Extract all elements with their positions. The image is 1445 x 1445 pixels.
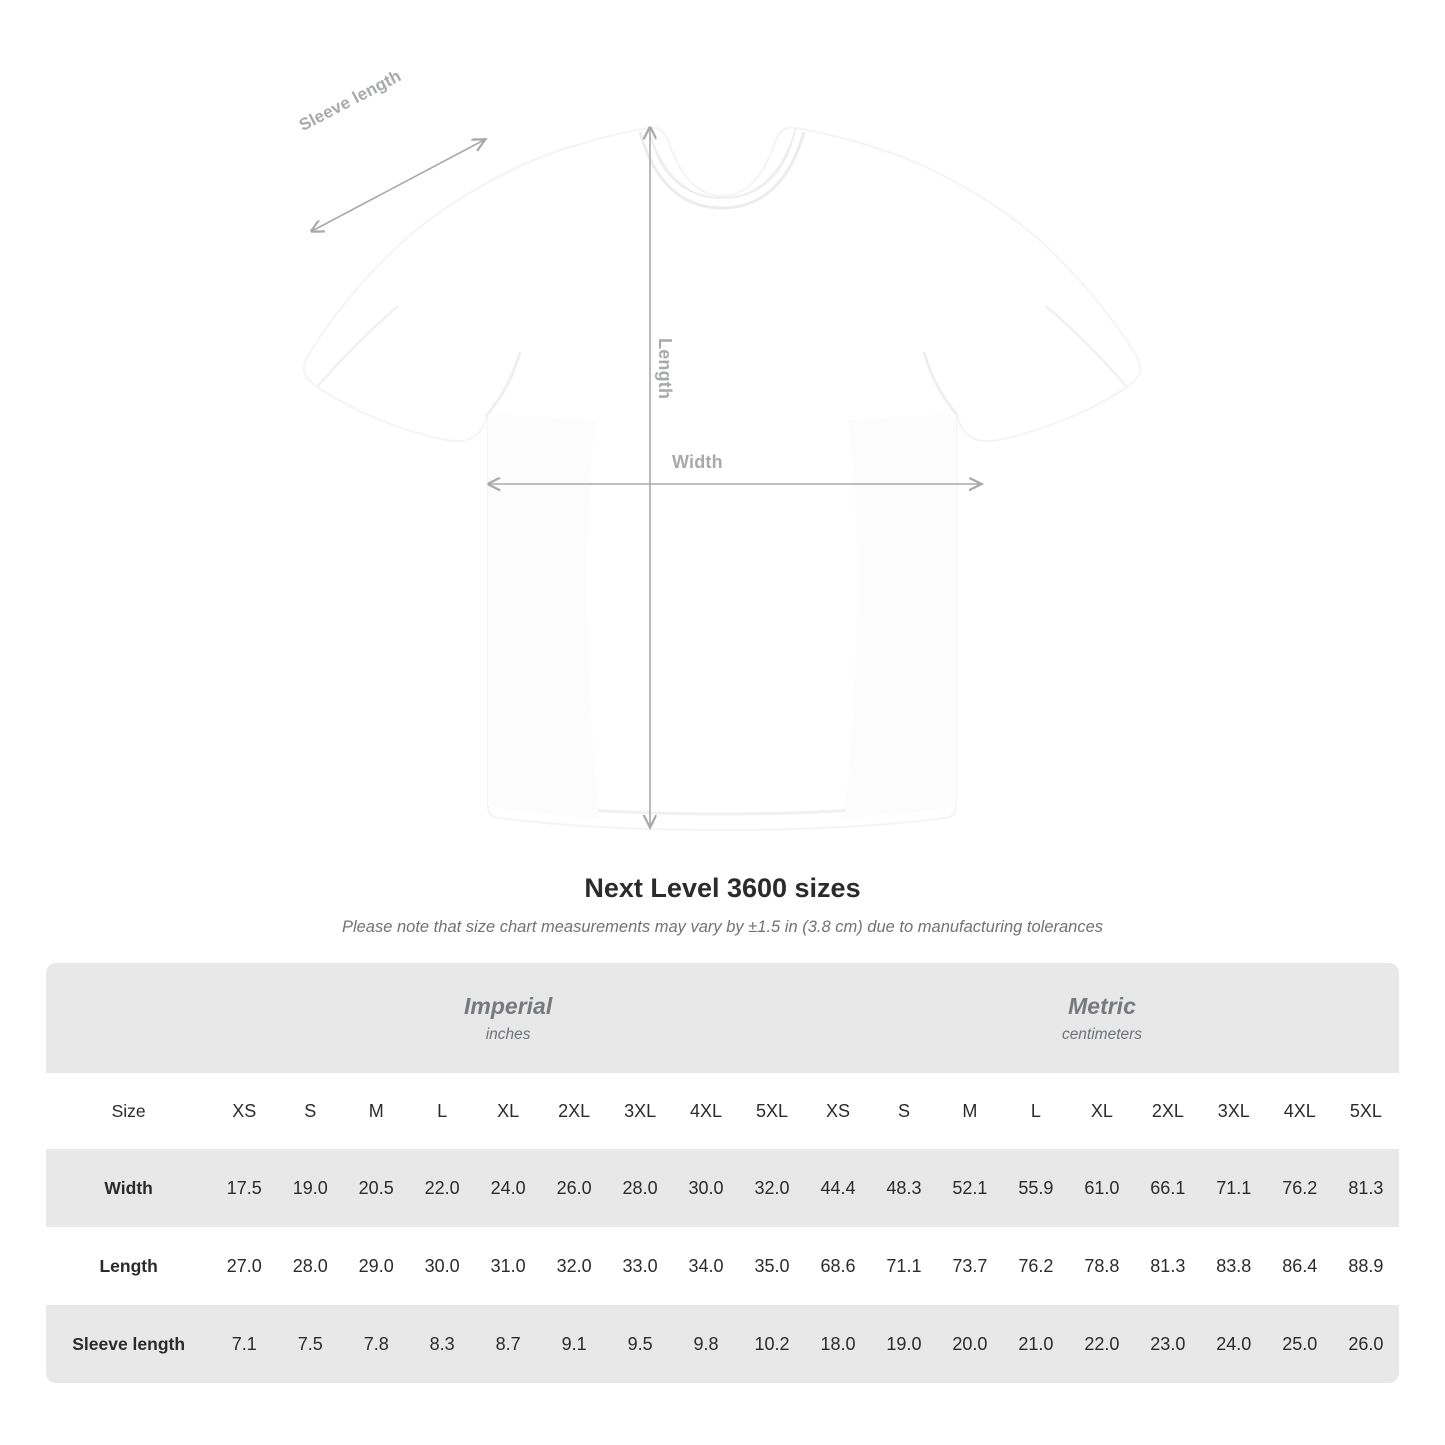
table-row: [46, 1149, 1399, 1227]
tolerance-note: Please note that size chart measurements may vary by ±1.5 in (3.8 cm) due to manufacturing tolerances: [341, 918, 1104, 936]
system-unit-metric: centimeters: [1061, 1026, 1143, 1044]
system-header-spacer: [46, 963, 211, 1073]
cell-width-imperial: 17.5: [211, 1149, 277, 1227]
size-col-header: S: [277, 1073, 343, 1149]
cell-width-imperial: 24.0: [475, 1149, 541, 1227]
cell-sleeve-imperial: 9.8: [673, 1305, 739, 1383]
cell-width-metric: 55.9: [1003, 1149, 1069, 1227]
system-name-metric: Metric: [1068, 992, 1136, 1019]
cell-length-imperial: 30.0: [409, 1227, 475, 1305]
row-header-length: Length: [46, 1227, 211, 1305]
size-col-header: S: [871, 1073, 937, 1149]
size-col-header: XS: [805, 1073, 871, 1149]
cell-length-metric: 68.6: [805, 1227, 871, 1305]
cell-length-metric: 86.4: [1267, 1227, 1333, 1305]
cell-sleeve-metric: 18.0: [805, 1305, 871, 1383]
cell-sleeve-imperial: 9.1: [541, 1305, 607, 1383]
cell-width-metric: 81.3: [1333, 1149, 1399, 1227]
chart-heading-block: [0, 873, 1445, 937]
cell-sleeve-imperial: 7.1: [211, 1305, 277, 1383]
size-col-header: 4XL: [673, 1073, 739, 1149]
size-col-header: L: [409, 1073, 475, 1149]
system-unit-imperial: inches: [485, 1026, 531, 1044]
cell-length-imperial: 28.0: [277, 1227, 343, 1305]
width-label: Width: [672, 452, 723, 472]
cell-length-metric: 81.3: [1135, 1227, 1201, 1305]
cell-length-imperial: 34.0: [673, 1227, 739, 1305]
cell-sleeve-metric: 26.0: [1333, 1305, 1399, 1383]
system-header-imperial: [211, 963, 805, 1073]
cell-width-metric: 71.1: [1201, 1149, 1267, 1227]
table-row: [46, 1305, 1399, 1383]
cell-length-metric: 88.9: [1333, 1227, 1399, 1305]
cell-sleeve-imperial: 10.2: [739, 1305, 805, 1383]
row-header-size: Size: [46, 1073, 211, 1149]
size-col-header: 2XL: [1135, 1073, 1201, 1149]
cell-length-imperial: 35.0: [739, 1227, 805, 1305]
cell-length-imperial: 32.0: [541, 1227, 607, 1305]
cell-width-imperial: 30.0: [673, 1149, 739, 1227]
system-header-metric: [805, 963, 1399, 1073]
cell-length-imperial: 33.0: [607, 1227, 673, 1305]
length-label: Length: [655, 338, 675, 400]
cell-length-metric: 83.8: [1201, 1227, 1267, 1305]
cell-sleeve-imperial: 8.7: [475, 1305, 541, 1383]
cell-sleeve-metric: 21.0: [1003, 1305, 1069, 1383]
page-title: Next Level 3600 sizes: [584, 873, 861, 903]
size-col-header: 5XL: [739, 1073, 805, 1149]
cell-length-imperial: 27.0: [211, 1227, 277, 1305]
cell-sleeve-metric: 20.0: [937, 1305, 1003, 1383]
table-row: [46, 1227, 1399, 1305]
cell-width-imperial: 32.0: [739, 1149, 805, 1227]
size-col-header: 4XL: [1267, 1073, 1333, 1149]
size-col-header: 3XL: [1201, 1073, 1267, 1149]
size-col-header: XS: [211, 1073, 277, 1149]
cell-width-metric: 52.1: [937, 1149, 1003, 1227]
cell-width-metric: 76.2: [1267, 1149, 1333, 1227]
cell-sleeve-imperial: 7.5: [277, 1305, 343, 1383]
cell-width-imperial: 28.0: [607, 1149, 673, 1227]
row-header-sleeve-length: Sleeve length: [46, 1305, 211, 1383]
sleeve-length-label: Sleeve length: [296, 66, 405, 135]
cell-width-imperial: 26.0: [541, 1149, 607, 1227]
cell-width-imperial: 19.0: [277, 1149, 343, 1227]
cell-width-metric: 66.1: [1135, 1149, 1201, 1227]
cell-width-imperial: 20.5: [343, 1149, 409, 1227]
cell-sleeve-metric: 24.0: [1201, 1305, 1267, 1383]
cell-sleeve-imperial: 8.3: [409, 1305, 475, 1383]
cell-length-imperial: 31.0: [475, 1227, 541, 1305]
cell-width-metric: 44.4: [805, 1149, 871, 1227]
cell-length-metric: 71.1: [871, 1227, 937, 1305]
size-col-header: L: [1003, 1073, 1069, 1149]
cell-sleeve-metric: 25.0: [1267, 1305, 1333, 1383]
size-col-header: M: [937, 1073, 1003, 1149]
cell-sleeve-imperial: 7.8: [343, 1305, 409, 1383]
cell-width-metric: 48.3: [871, 1149, 937, 1227]
cell-sleeve-metric: 19.0: [871, 1305, 937, 1383]
system-name-imperial: Imperial: [464, 992, 553, 1019]
cell-width-imperial: 22.0: [409, 1149, 475, 1227]
cell-sleeve-imperial: 9.5: [607, 1305, 673, 1383]
cell-sleeve-metric: 22.0: [1069, 1305, 1135, 1383]
size-col-header: 3XL: [607, 1073, 673, 1149]
size-col-header: 5XL: [1333, 1073, 1399, 1149]
cell-length-metric: 78.8: [1069, 1227, 1135, 1305]
size-col-header: XL: [475, 1073, 541, 1149]
system-header-row: [46, 963, 1399, 1073]
size-chart-table: [46, 963, 1399, 1383]
size-header-row: [46, 1073, 1399, 1149]
cell-width-metric: 61.0: [1069, 1149, 1135, 1227]
size-col-header: XL: [1069, 1073, 1135, 1149]
cell-length-imperial: 29.0: [343, 1227, 409, 1305]
cell-length-metric: 73.7: [937, 1227, 1003, 1305]
cell-length-metric: 76.2: [1003, 1227, 1069, 1305]
size-col-header: 2XL: [541, 1073, 607, 1149]
row-header-width: Width: [46, 1149, 211, 1227]
size-chart-table-wrapper: [46, 963, 1399, 1383]
cell-sleeve-metric: 23.0: [1135, 1305, 1201, 1383]
size-col-header: M: [343, 1073, 409, 1149]
